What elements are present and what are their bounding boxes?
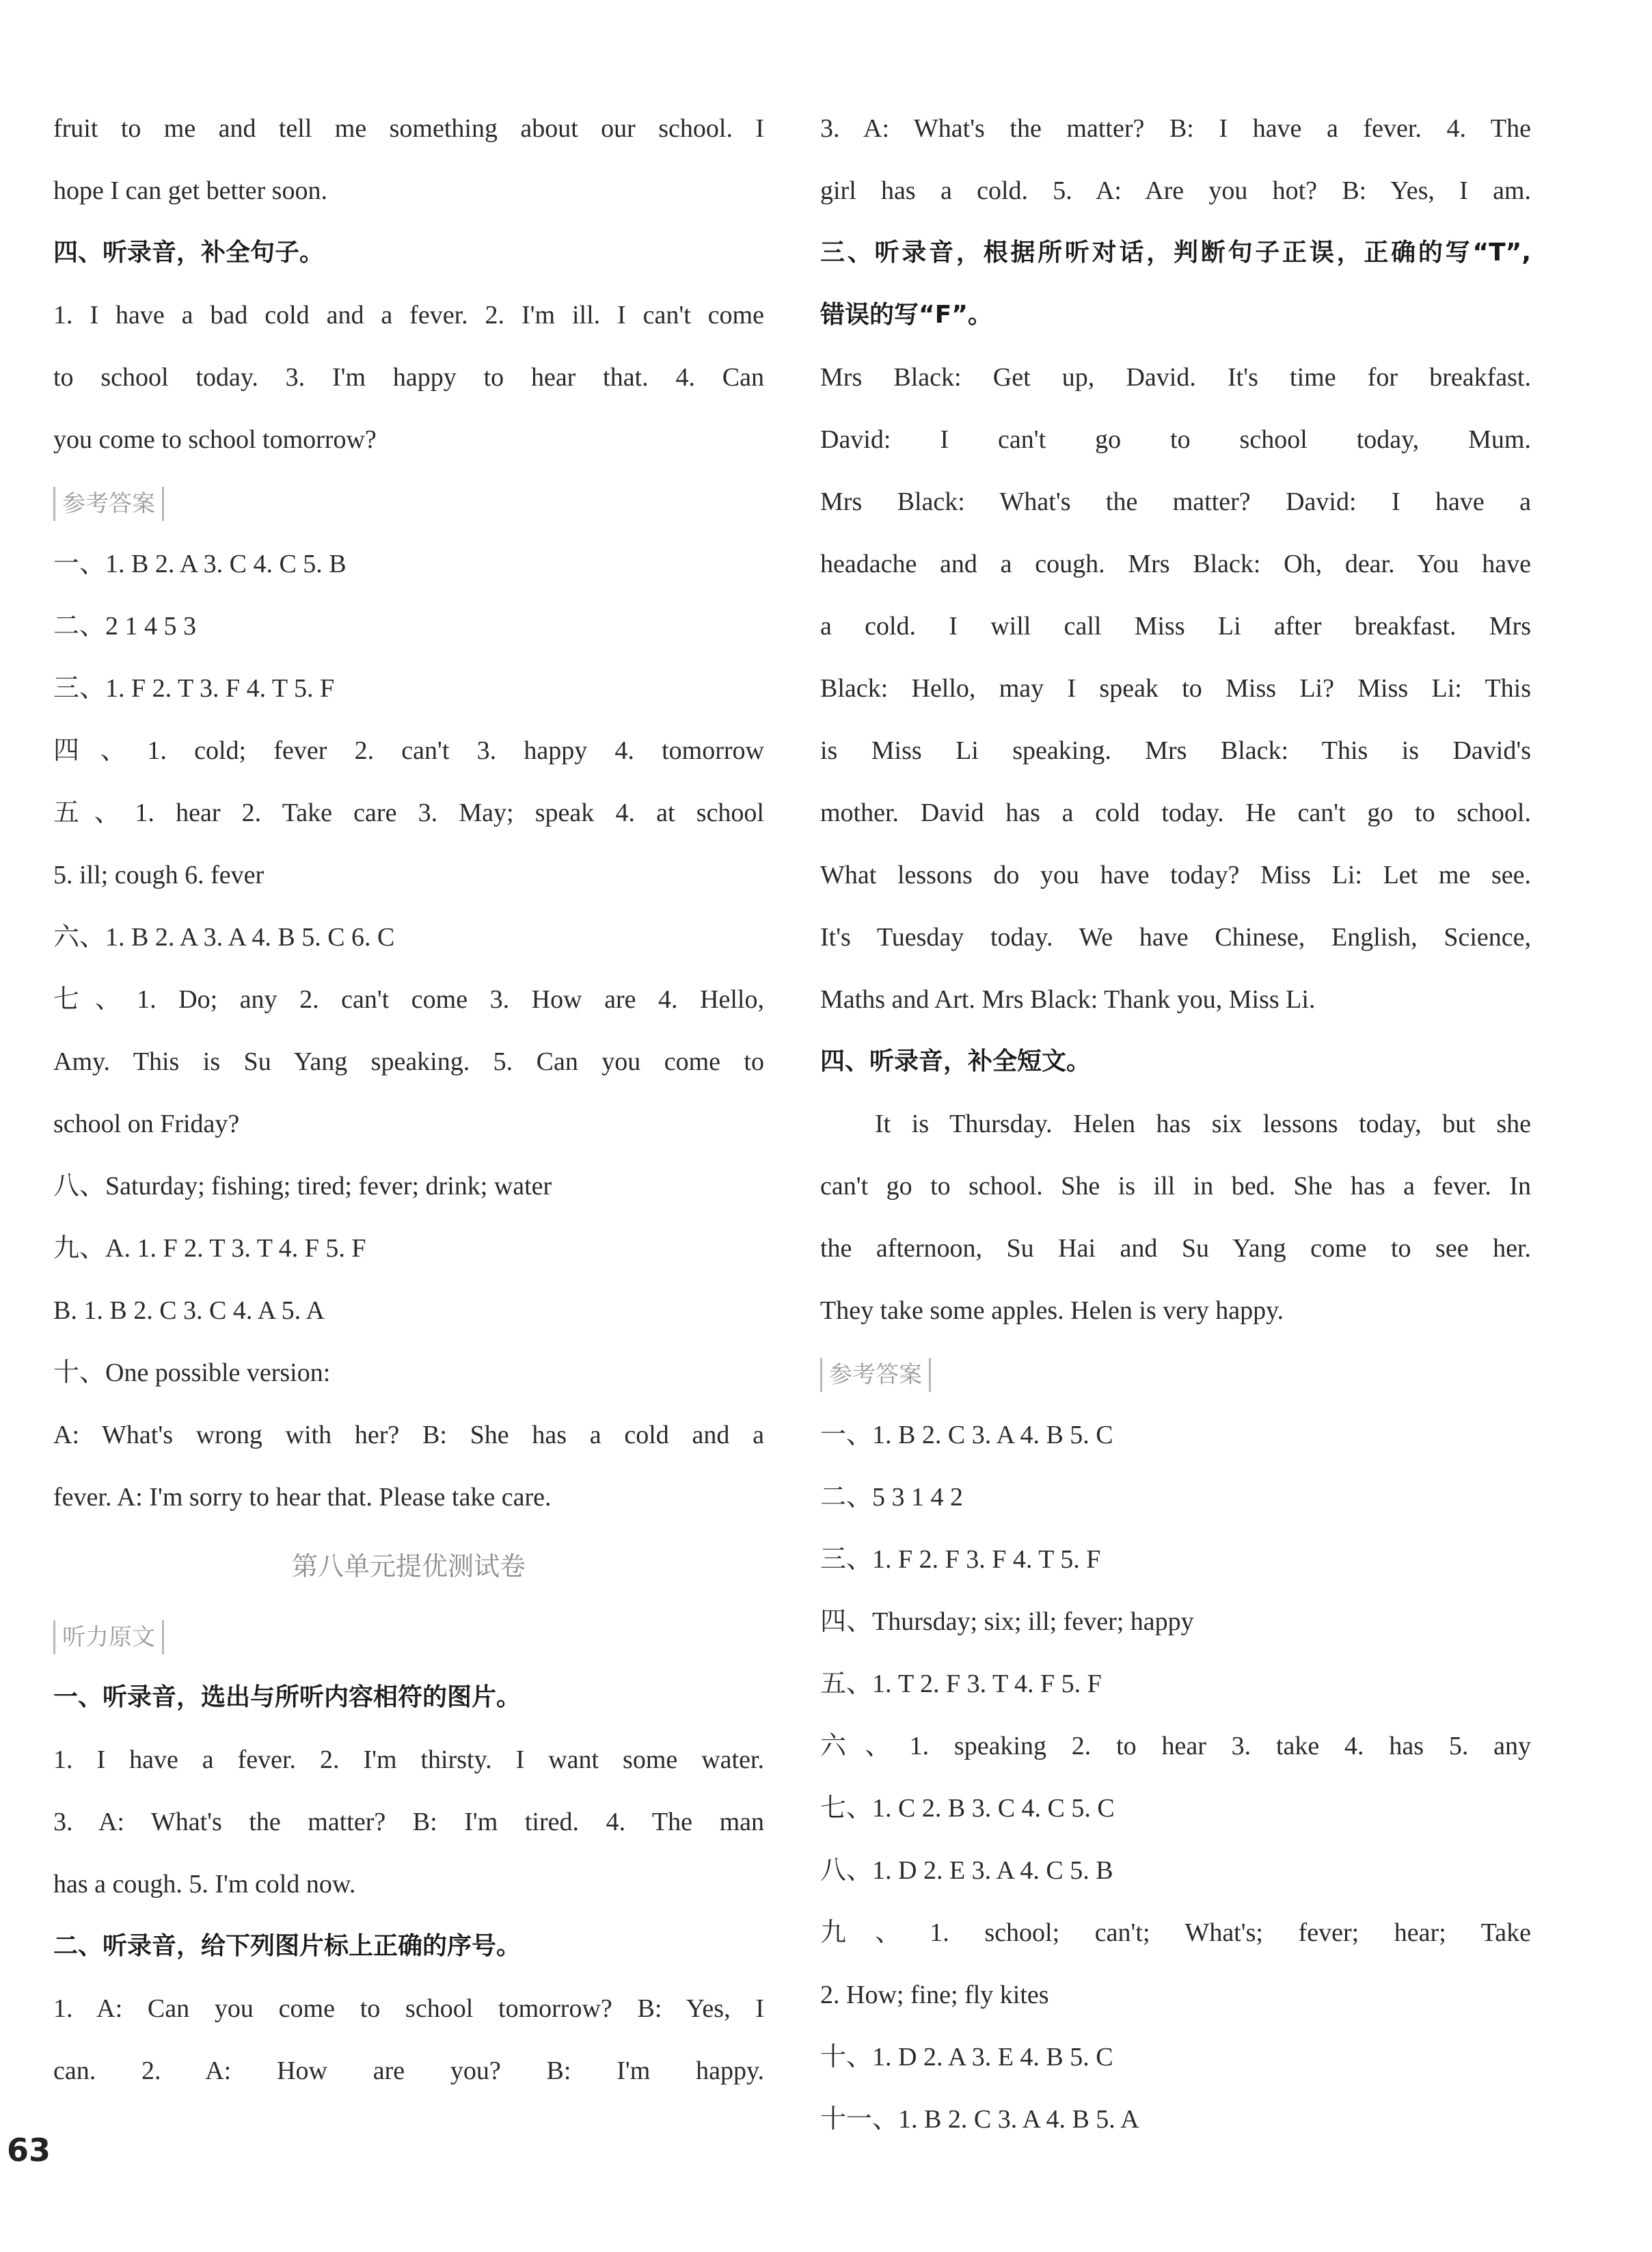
answer-line: B. 1. B 2. C 3. C 4. A 5. A [53, 1296, 325, 1325]
passage-line: They take some apples. Helen is very happy. [820, 1296, 1284, 1325]
answer-line: 四、1. cold; fever 2. can't 3. happy 4. tomorrow [53, 736, 764, 765]
text-line: can. 2. A: How are you? B: I'm happy. [53, 2056, 764, 2085]
dialogue-line: Maths and Art. Mrs Black: Thank you, Miss Li. [820, 985, 1316, 1014]
reference-answer-row [53, 474, 764, 537]
answer-line: 二、2 1 4 5 3 [53, 612, 197, 641]
answer-line: 四、Thursday; six; ill; fever; happy [820, 1607, 1194, 1636]
answer-line: 十、1. D 2. A 3. E 4. B 5. C [820, 2043, 1113, 2072]
text-line: to school today. 3. I'm happy to hear that. 4. Can [53, 363, 764, 392]
answer-line: 九、A. 1. F 2. T 3. T 4. F 5. F [53, 1234, 366, 1263]
text-line: you come to school tomorrow? [53, 425, 377, 454]
text-line: has a cough. 5. I'm cold now. [53, 1870, 356, 1899]
answer-line: 七、1. Do; any 2. can't come 3. How are 4. Hello, [53, 985, 764, 1014]
dialogue-line: Black: Hello, may I speak to Miss Li? Miss Li: This [820, 674, 1531, 703]
section-heading: 一、听录音，选出与所听内容相符的图片。 [53, 1683, 522, 1711]
answer-line: A: What's wrong with her? B: She has a cold and a [53, 1421, 764, 1449]
answer-line: 五、1. hear 2. Take care 3. May; speak 4. at school [53, 799, 764, 827]
dialogue-line: It's Tuesday today. We have Chinese, English, Science, [820, 923, 1531, 952]
right-column [820, 101, 1531, 2154]
answer-line: 九、1. school; can't; What's; fever; hear; Take [820, 1918, 1531, 1947]
dialogue-line: Mrs Black: Get up, David. It's time for breakfast. [820, 363, 1531, 392]
answer-line: 八、Saturday; fishing; tired; fever; drink; water [53, 1172, 552, 1201]
text-line: fruit to me and tell me something about our school. I [53, 114, 764, 143]
answer-line: 一、1. B 2. A 3. C 4. C 5. B [53, 550, 347, 578]
answer-line: 八、1. D 2. E 3. A 4. C 5. B [820, 1856, 1113, 1885]
answer-line: 三、1. F 2. T 3. F 4. T 5. F [53, 674, 335, 703]
section-heading: 三、听录音，根据所听对话，判断句子正误，正确的写“T”, [820, 239, 1531, 267]
answer-line: school on Friday? [53, 1110, 240, 1138]
left-column [53, 101, 764, 2106]
section-heading: 错误的写“F”。 [820, 301, 992, 329]
section-heading: 四、听录音，补全句子。 [53, 239, 325, 267]
listening-script-label: 听力原文 [53, 1620, 164, 1654]
dialogue-line: Mrs Black: What's the matter? David: I have a [820, 487, 1531, 516]
passage-line: can't go to school. She is ill in bed. She has a fever. In [820, 1172, 1531, 1201]
answer-line: fever. A: I'm sorry to hear that. Please take care. [53, 1483, 552, 1512]
text-line: girl has a cold. 5. A: Are you hot? B: Yes, I am. [820, 176, 1531, 205]
reference-answer-label: 参考答案 [53, 487, 164, 521]
passage-line: the afternoon, Su Hai and Su Yang come to see her. [820, 1234, 1531, 1263]
answer-line: Amy. This is Su Yang speaking. 5. Can you come to [53, 1047, 764, 1076]
reference-answer-label: 参考答案 [820, 1358, 931, 1392]
answer-line: 六、1. speaking 2. to hear 3. take 4. has 5. any [820, 1732, 1531, 1760]
dialogue-line: a cold. I will call Miss Li after breakfast. Mrs [820, 612, 1531, 641]
listening-script-row [53, 1608, 764, 1670]
dialogue-line: is Miss Li speaking. Mrs Black: This is David's [820, 736, 1531, 765]
reference-answer-row [820, 1345, 1531, 1408]
answer-line: 二、5 3 1 4 2 [820, 1483, 964, 1512]
text-line: 1. I have a fever. 2. I'm thirsty. I want some water. [53, 1745, 764, 1774]
text-line: 1. I have a bad cold and a fever. 2. I'm ill. I can't come [53, 301, 764, 330]
answer-line: 六、1. B 2. A 3. A 4. B 5. C 6. C [53, 923, 395, 952]
answer-line: 三、1. F 2. F 3. F 4. T 5. F [820, 1545, 1101, 1574]
answer-line: 五、1. T 2. F 3. T 4. F 5. F [820, 1670, 1102, 1698]
answer-line: 十、One possible version: [53, 1358, 331, 1387]
dialogue-line: David: I can't go to school today, Mum. [820, 425, 1531, 454]
page-number: 63 [7, 2132, 51, 2169]
answer-line: 2. How; fine; fly kites [820, 1981, 1049, 2009]
unit-title: 第八单元提优测试卷 [291, 1551, 526, 1581]
text-line: 3. A: What's the matter? B: I have a fever. 4. The [820, 114, 1531, 143]
text-line: hope I can get better soon. [53, 176, 327, 205]
dialogue-line: headache and a cough. Mrs Black: Oh, dear. You have [820, 550, 1531, 578]
dialogue-line: mother. David has a cold today. He can't go to school. [820, 799, 1531, 827]
section-heading: 四、听录音，补全短文。 [820, 1047, 1092, 1075]
answer-line: 5. ill; cough 6. fever [53, 861, 265, 889]
section-heading: 二、听录音，给下列图片标上正确的序号。 [53, 1932, 522, 1960]
answer-line: 七、1. C 2. B 3. C 4. C 5. C [820, 1794, 1115, 1823]
dialogue-line: What lessons do you have today? Miss Li: Let me see. [820, 861, 1531, 889]
answer-line: 十一、1. B 2. C 3. A 4. B 5. A [820, 2105, 1139, 2134]
text-line: 3. A: What's the matter? B: I'm tired. 4. The man [53, 1808, 764, 1836]
passage-line: It is Thursday. Helen has six lessons today, but she [875, 1110, 1531, 1138]
text-line: 1. A: Can you come to school tomorrow? B: Yes, I [53, 1994, 764, 2023]
answer-line: 一、1. B 2. C 3. A 4. B 5. C [820, 1421, 1113, 1449]
